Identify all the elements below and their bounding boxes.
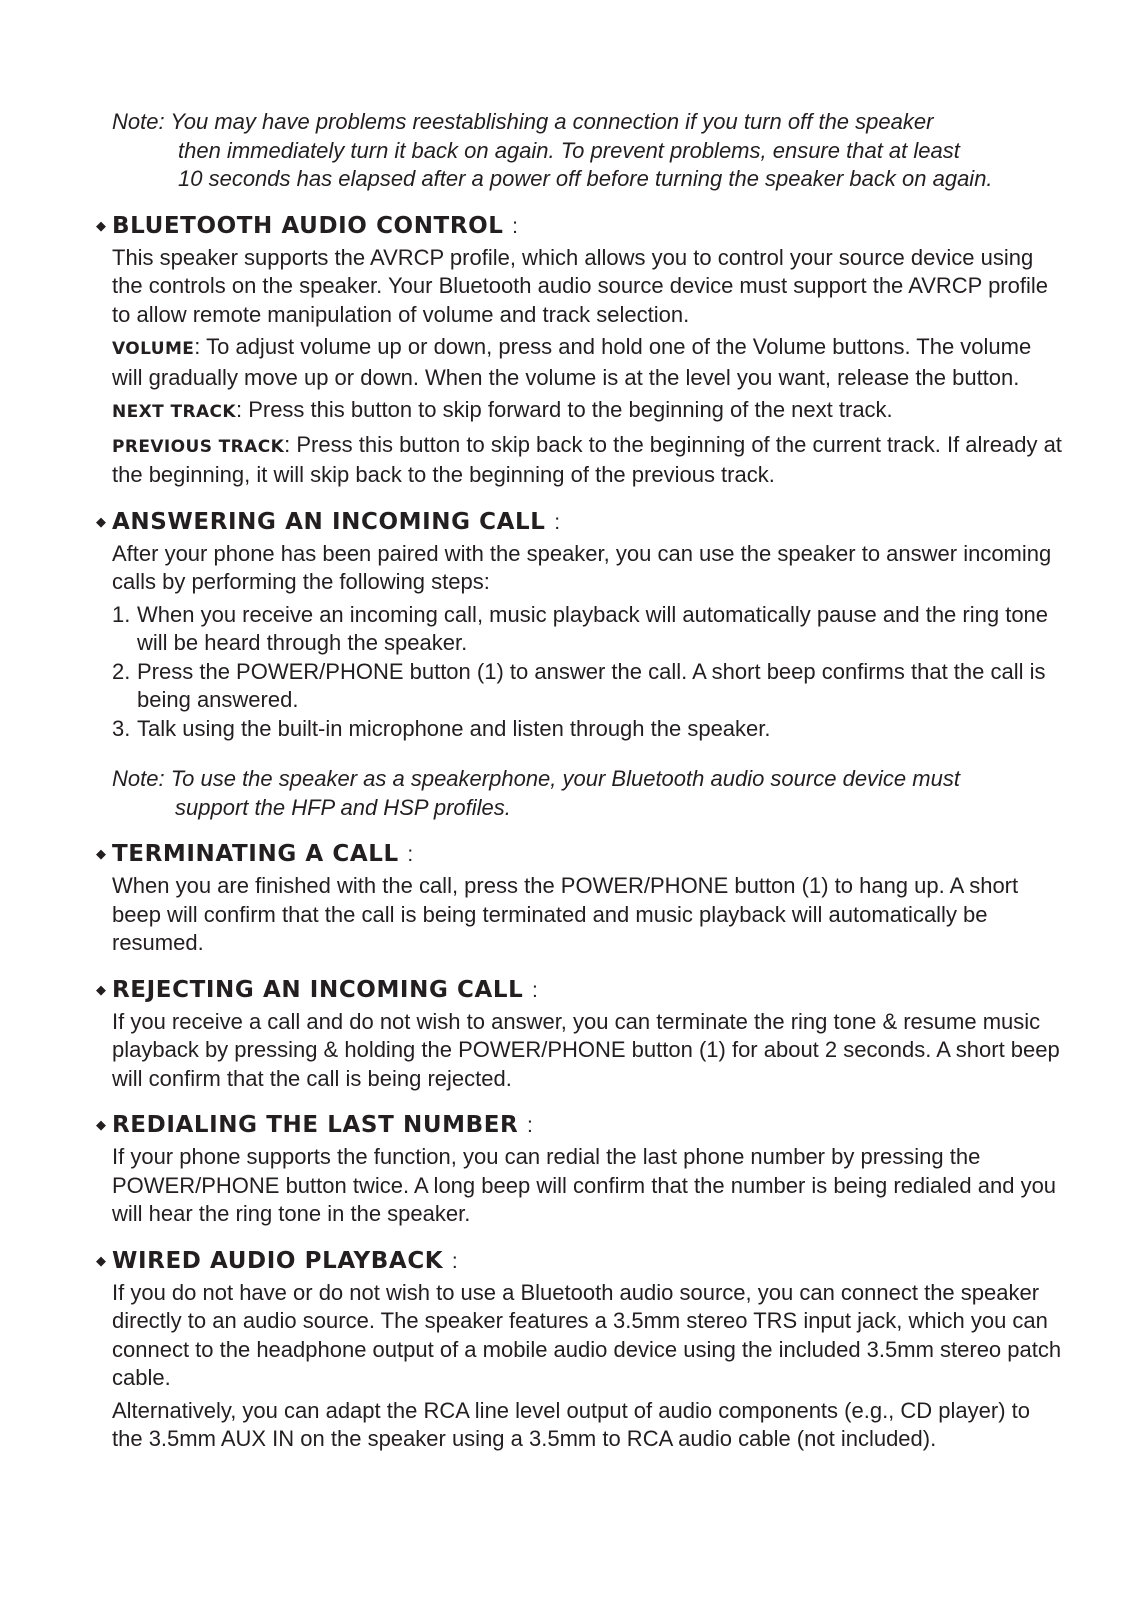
heading-colon: : (532, 978, 539, 1002)
sub-text: : Press this button to skip forward to the beginning of the next track. (235, 397, 893, 422)
step-number: 3. (112, 715, 131, 741)
bullet-diamond-icon: ◆ (96, 847, 106, 862)
step-text: Press the POWER/PHONE button (1) to answer the call. A short beep confirms that the call is being answered. (137, 658, 1046, 712)
section-answering-call (96, 505, 1063, 823)
paragraph-previous-track (112, 431, 1063, 490)
paragraph-next-track (112, 396, 1063, 427)
heading-text: BLUETOOTH AUDIO CONTROL (112, 212, 504, 239)
paragraph: This speaker supports the AVRCP profile, which allows you to control your source device using the controls on the speaker. Your Bluetooth audio source device must support the AVRCP profile to allow remote manipulation of volume and track selection. (112, 244, 1048, 327)
section-heading (96, 505, 1063, 540)
bullet-diamond-icon: ◆ (96, 982, 106, 998)
heading-colon: : (407, 843, 414, 866)
note-speakerphone (112, 765, 1063, 822)
section-bluetooth-audio-control (96, 209, 1063, 490)
paragraph: When you are finished with the call, press the POWER/PHONE button (1) to hang up. A short beep will confirm that the call is being terminated and music playback will automatically be resumed. (112, 873, 1019, 955)
note-label: Note: (112, 766, 165, 791)
section-rejecting-call (96, 973, 1063, 1094)
heading-colon: : (451, 1249, 459, 1273)
note-first-line (112, 765, 1063, 794)
heading-text: TERMINATING A CALL (112, 841, 399, 867)
section-heading (96, 209, 1063, 244)
steps-list (112, 601, 1063, 744)
bullet-diamond-icon: ◆ (96, 514, 106, 530)
step-number: 2. (112, 658, 131, 684)
note-first-line (112, 108, 1063, 137)
bullet-diamond-icon: ◆ (96, 218, 106, 234)
sub-label: VOLUME (112, 339, 195, 359)
step-number: 1. (112, 601, 131, 627)
heading-text: ANSWERING AN INCOMING CALL (112, 508, 546, 535)
paragraph-volume (112, 333, 1063, 392)
sub-label: PREVIOUS TRACK (112, 436, 285, 457)
paragraph: After your phone has been paired with the speaker, you can use the speaker to answer incoming calls by performing the following steps: (112, 540, 1052, 594)
step-item (112, 601, 1063, 658)
heading-text: REJECTING AN INCOMING CALL (112, 976, 524, 1003)
note-line: You may have problems reestablishing a connection if you turn off the speaker (170, 109, 934, 134)
note-reconnection (112, 108, 1063, 194)
step-item (112, 715, 1063, 744)
sub-text: : To adjust volume up or down, press and hold one of the Volume buttons. The volume will gradually move up or down. When the volume is at the level you want, release the button. (112, 334, 1032, 390)
step-text: When you receive an incoming call, music playback will automatically pause and the ring tone will be heard through the speaker. (137, 601, 1049, 655)
note-line: 10 seconds has elapsed after a power off before turning the speaker back on again. (178, 166, 993, 191)
heading-text: WIRED AUDIO PLAYBACK (112, 1247, 444, 1274)
heading-text: REDIALING THE LAST NUMBER (112, 1112, 519, 1138)
paragraph: If your phone supports the function, you can redial the last phone number by pressing the POWER/PHONE button twice. A long beep will confirm that the number is being redialed and you will hear the ring tone in the speaker. (112, 1144, 1057, 1226)
paragraph: Alternatively, you can adapt the RCA line level output of audio components (e.g., CD player) to the 3.5mm AUX IN on the speaker using a 3.5mm to RCA audio cable (not included). (112, 1397, 1030, 1451)
step-text: Talk using the built-in microphone and listen through the speaker. (137, 715, 771, 741)
note-line: To use the speaker as a speakerphone, your Bluetooth audio source device must (170, 766, 960, 791)
bullet-diamond-icon: ◆ (96, 1253, 106, 1269)
section-heading (96, 1244, 1063, 1279)
bullet-diamond-icon: ◆ (96, 1118, 106, 1133)
section-heading (96, 973, 1063, 1008)
paragraph: If you do not have or do not wish to use a Bluetooth audio source, you can connect the speaker directly to an audio source. The speaker features a 3.5mm stereo TRS input jack, which you can connect to the headphone output of a mobile audio device using the included 3.5mm stereo patch cable. (112, 1279, 1062, 1390)
sub-label: NEXT TRACK (112, 402, 236, 422)
sub-text: : Press this button to skip back to the beginning of the current track. If already at the beginning, it will skip back to the beginning of the previous track. (112, 431, 1062, 487)
section-heading (96, 1108, 1063, 1143)
section-redialing (96, 1108, 1063, 1229)
section-heading (96, 837, 1063, 872)
heading-colon: : (554, 510, 561, 534)
heading-colon: : (526, 1114, 534, 1137)
step-item (112, 658, 1063, 715)
note-label: Note: (112, 109, 165, 134)
note-line: support the HFP and HSP profiles. (175, 794, 511, 820)
note-line: then immediately turn it back on again. To prevent problems, ensure that at least (178, 137, 960, 163)
section-wired-audio (96, 1244, 1063, 1454)
paragraph: If you receive a call and do not wish to answer, you can terminate the ring tone & resume music playback by pressing & holding the POWER/PHONE button (1) for about 2 seconds. A short beep will confirm that the call is being rejected. (112, 1008, 1060, 1091)
heading-colon: : (512, 214, 519, 238)
section-terminating-call (96, 837, 1063, 958)
